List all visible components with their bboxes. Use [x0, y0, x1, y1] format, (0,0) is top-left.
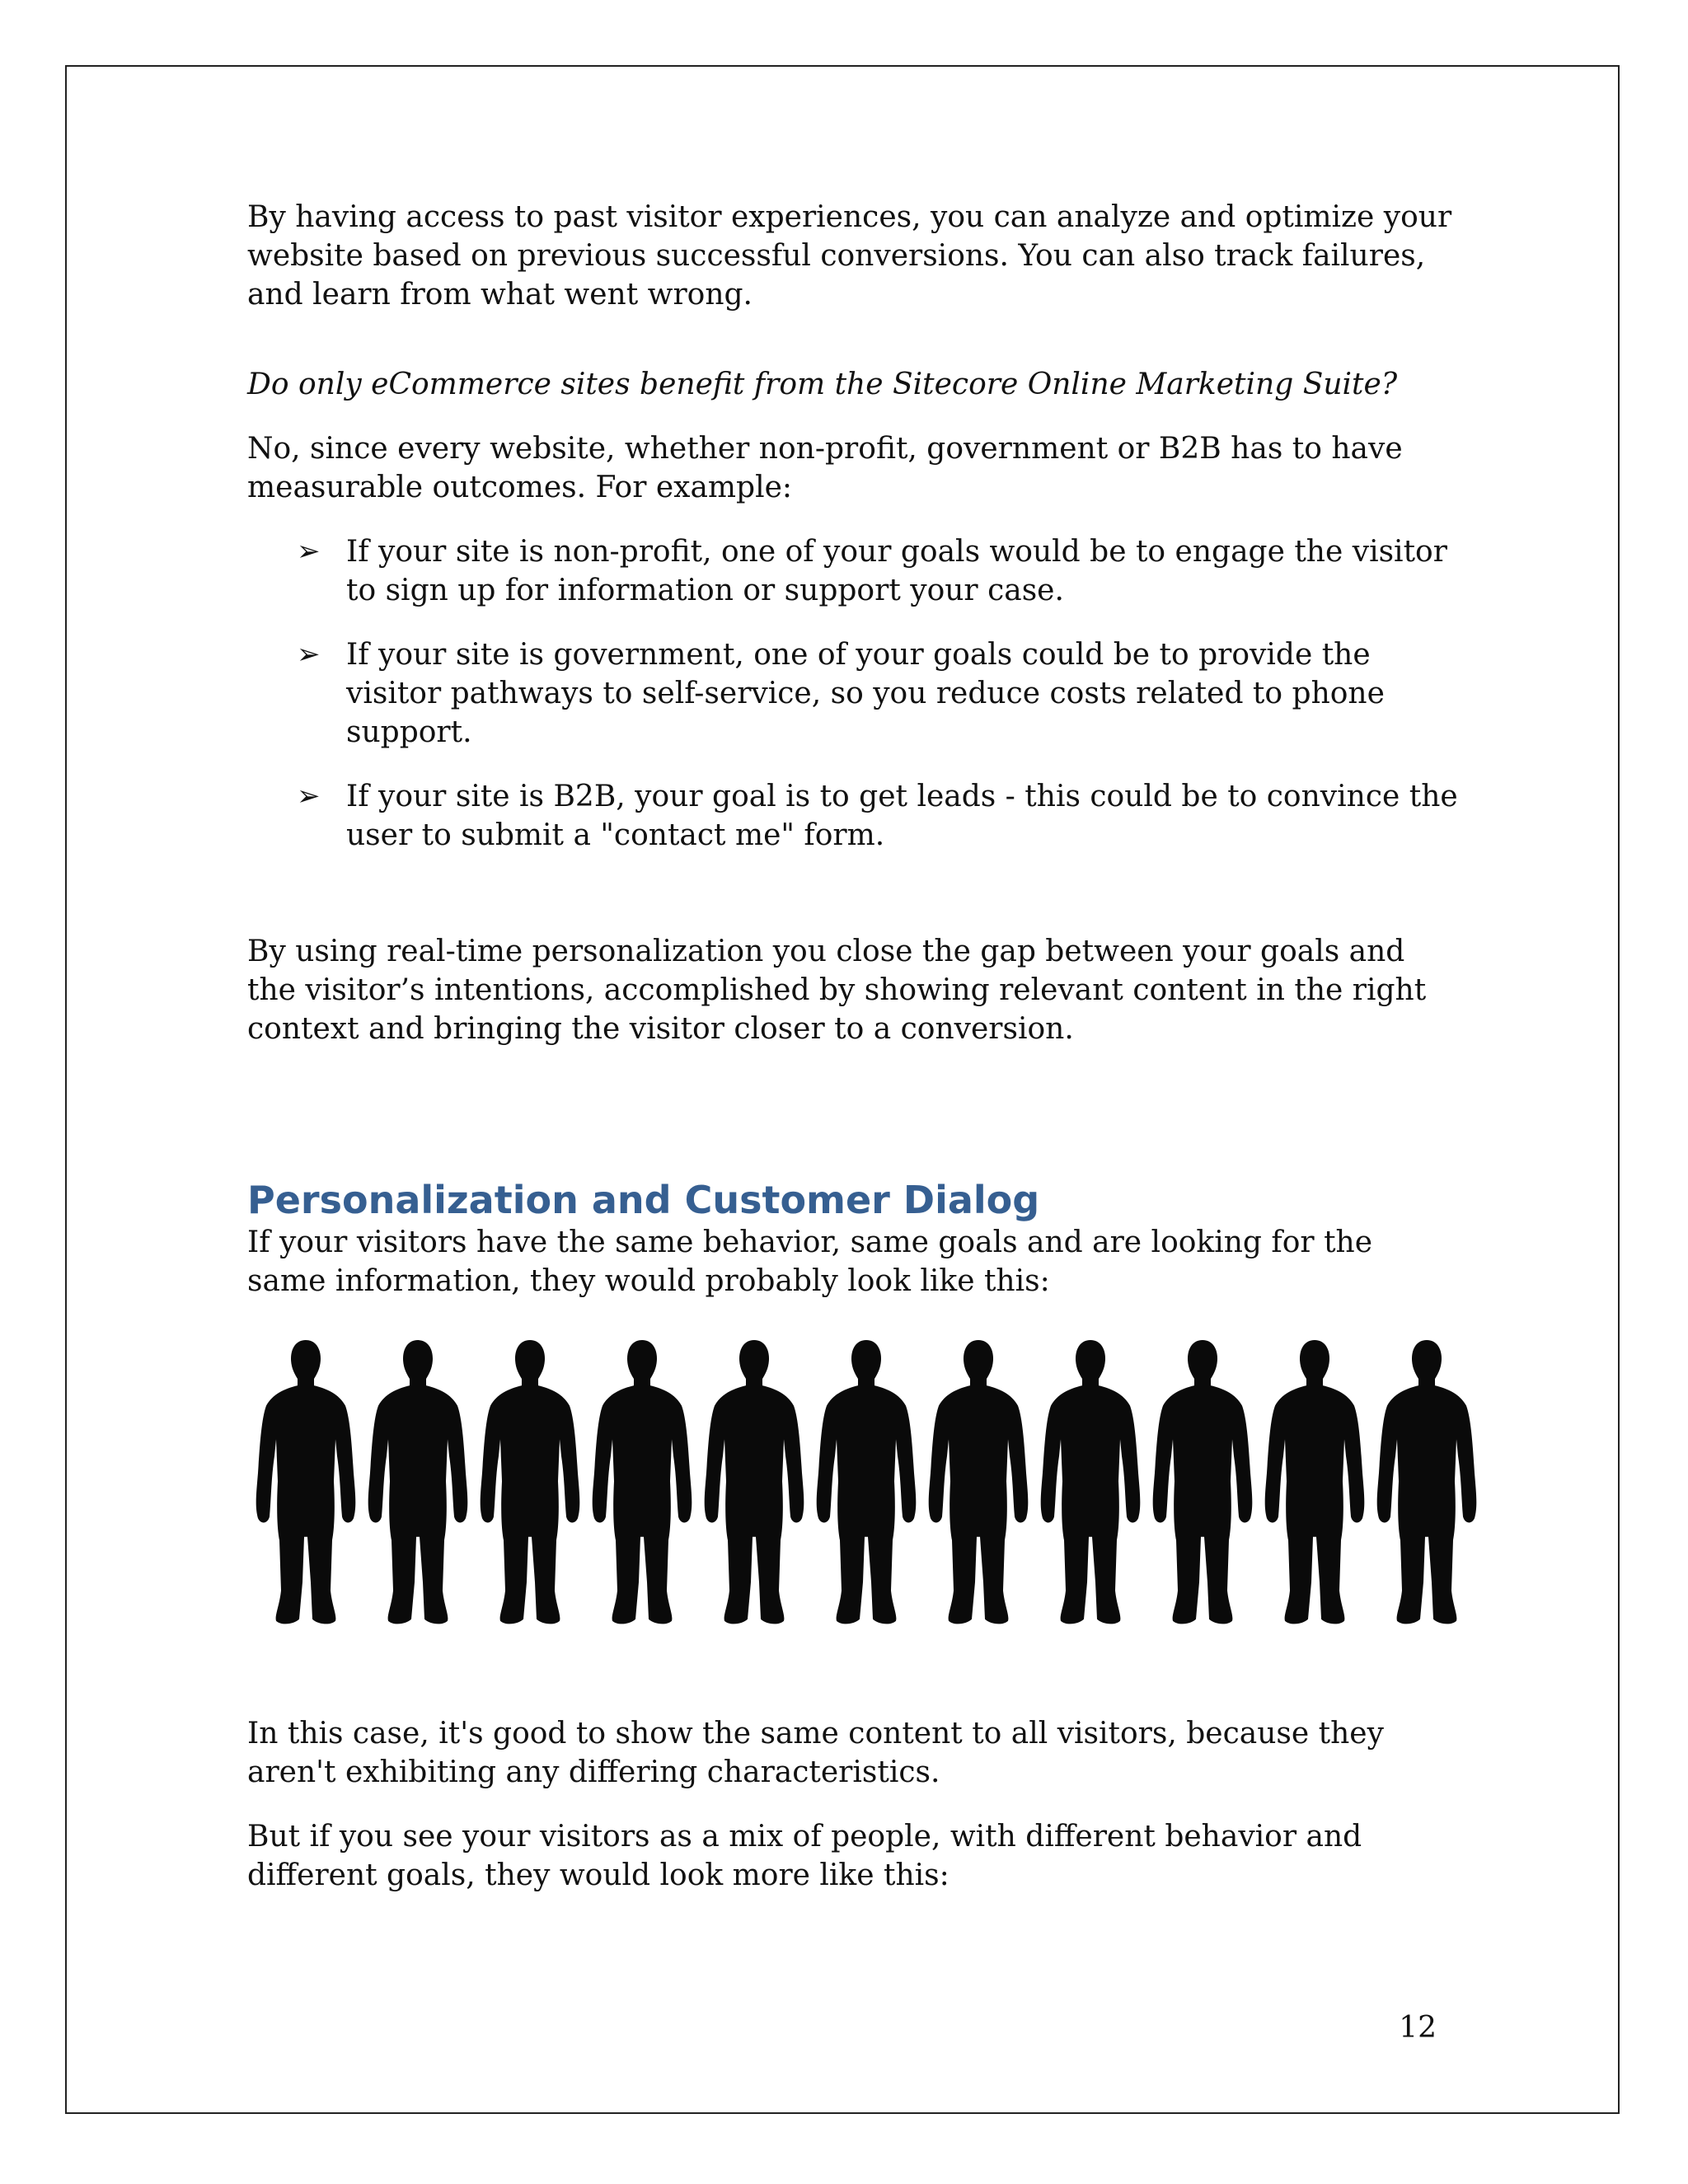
arrow-bullet-icon: ➢ — [297, 780, 321, 813]
list-item — [247, 777, 1459, 855]
person-silhouette-icon — [368, 1340, 468, 1624]
bullet-list — [247, 532, 1459, 855]
people-figure — [253, 1333, 1481, 1630]
arrow-bullet-icon: ➢ — [297, 638, 321, 671]
person-silhouette-icon — [817, 1340, 917, 1624]
question-paragraph: Do only eCommerce sites benefit from the Sitecore Online Marketing Suite? — [247, 368, 1398, 401]
realtime-paragraph: By using real-time personalization you close the gap between your goals and the visitor’s intentions, accomplished by showing relevant content in the right context and bringing the visitor closer to a conversion. — [247, 935, 1427, 1046]
same-content-paragraph: In this case, it's good to show the same content to all visitors, because they aren't exhibiting any differing characteristics. — [247, 1717, 1384, 1789]
person-silhouette-icon — [1041, 1340, 1141, 1624]
document-body — [247, 198, 1459, 1895]
same-behavior-paragraph: If your visitors have the same behavior, same goals and are looking for the same information, they would probably look like this: — [247, 1226, 1373, 1298]
list-item — [247, 532, 1459, 610]
person-silhouette-icon — [705, 1340, 804, 1624]
arrow-bullet-icon: ➢ — [297, 535, 321, 568]
bullet-text: If your site is B2B, your goal is to get leads - this could be to convince the user to submit a "contact me" form. — [346, 780, 1458, 852]
section-heading: Personalization and Customer Dialog — [247, 1178, 1040, 1222]
person-silhouette-icon — [593, 1340, 692, 1624]
answer-paragraph: No, since every website, whether non-profit, government or B2B has to have measurable outcomes. For example: — [247, 432, 1403, 504]
mix-paragraph: But if you see your visitors as a mix of people, with different behavior and different goals, they would look more like this: — [247, 1820, 1362, 1892]
person-silhouette-icon — [1153, 1340, 1253, 1624]
person-silhouette-icon — [481, 1340, 580, 1624]
bullet-text: If your site is government, one of your goals could be to provide the visitor pathways to self-service, so you reduce costs related to phone support. — [346, 638, 1385, 749]
person-silhouette-icon — [929, 1340, 1029, 1624]
bullet-text: If your site is non-profit, one of your goals would be to engage the visitor to sign up for information or support your case. — [346, 535, 1447, 607]
list-item — [247, 635, 1459, 752]
person-silhouette-icon — [1377, 1340, 1477, 1624]
intro-paragraph: By having access to past visitor experiences, you can analyze and optimize your website based on previous successful conversions. You can also track failures, and learn from what went wrong. — [247, 200, 1452, 312]
person-silhouette-icon — [1265, 1340, 1365, 1624]
person-silhouette-icon — [256, 1340, 356, 1624]
page-number: 12 — [1399, 2011, 1437, 2045]
